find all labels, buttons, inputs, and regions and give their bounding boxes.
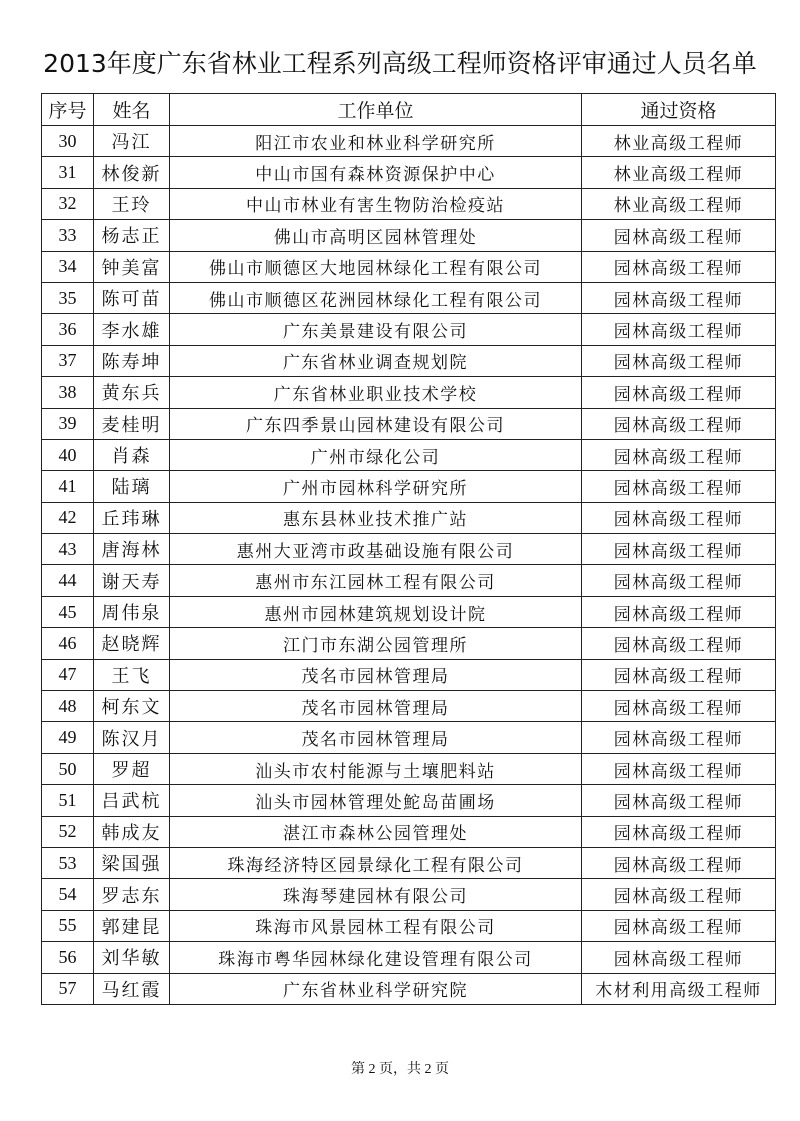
cell-serial-number: 37 — [42, 345, 94, 376]
cell-name: 黄东兵 — [94, 377, 170, 408]
cell-serial-number: 57 — [42, 973, 94, 1004]
cell-work-unit: 江门市东湖公园管理所 — [170, 628, 582, 659]
cell-serial-number: 38 — [42, 377, 94, 408]
cell-serial-number: 39 — [42, 408, 94, 439]
cell-serial-number: 47 — [42, 659, 94, 690]
cell-serial-number: 32 — [42, 188, 94, 219]
cell-qualification: 园林高级工程师 — [582, 345, 776, 376]
cell-serial-number: 30 — [42, 126, 94, 157]
cell-qualification: 园林高级工程师 — [582, 691, 776, 722]
header-qualification: 通过资格 — [582, 94, 776, 126]
table-row — [42, 879, 776, 910]
table-row — [42, 973, 776, 1004]
cell-qualification: 园林高级工程师 — [582, 847, 776, 878]
table-row — [42, 910, 776, 941]
cell-serial-number: 40 — [42, 439, 94, 470]
cell-name: 韩成友 — [94, 816, 170, 847]
table-row — [42, 596, 776, 627]
cell-serial-number: 53 — [42, 847, 94, 878]
cell-qualification: 园林高级工程师 — [582, 282, 776, 313]
table-body — [42, 126, 776, 1005]
cell-name: 陈寿坤 — [94, 345, 170, 376]
table-row — [42, 126, 776, 157]
cell-name: 王玲 — [94, 188, 170, 219]
cell-serial-number: 50 — [42, 753, 94, 784]
cell-work-unit: 惠州大亚湾市政基础设施有限公司 — [170, 534, 582, 565]
cell-qualification: 园林高级工程师 — [582, 942, 776, 973]
cell-qualification: 园林高级工程师 — [582, 753, 776, 784]
header-name: 姓名 — [94, 94, 170, 126]
table-row — [42, 345, 776, 376]
cell-serial-number: 48 — [42, 691, 94, 722]
cell-qualification: 园林高级工程师 — [582, 439, 776, 470]
cell-name: 肖森 — [94, 439, 170, 470]
cell-work-unit: 惠州市东江园林工程有限公司 — [170, 565, 582, 596]
table-row — [42, 408, 776, 439]
page-footer: 第 2 页，共 2 页 — [351, 1062, 449, 1077]
table-row — [42, 628, 776, 659]
cell-work-unit: 广东省林业科学研究院 — [170, 973, 582, 1004]
cell-work-unit: 惠州市园林建筑规划设计院 — [170, 596, 582, 627]
table-row — [42, 251, 776, 282]
cell-qualification: 园林高级工程师 — [582, 659, 776, 690]
cell-qualification: 园林高级工程师 — [582, 377, 776, 408]
cell-work-unit: 中山市国有森林资源保护中心 — [170, 157, 582, 188]
cell-qualification: 园林高级工程师 — [582, 785, 776, 816]
cell-work-unit: 阳江市农业和林业科学研究所 — [170, 126, 582, 157]
cell-qualification: 园林高级工程师 — [582, 722, 776, 753]
cell-name: 陈汉月 — [94, 722, 170, 753]
cell-qualification: 林业高级工程师 — [582, 126, 776, 157]
cell-serial-number: 43 — [42, 534, 94, 565]
cell-serial-number: 41 — [42, 471, 94, 502]
cell-work-unit: 茂名市园林管理局 — [170, 691, 582, 722]
cell-work-unit: 广东四季景山园林建设有限公司 — [170, 408, 582, 439]
cell-work-unit: 佛山市顺德区大地园林绿化工程有限公司 — [170, 251, 582, 282]
cell-name: 麦桂明 — [94, 408, 170, 439]
table-row — [42, 816, 776, 847]
cell-work-unit: 广东省林业调查规划院 — [170, 345, 582, 376]
cell-name: 吕武杭 — [94, 785, 170, 816]
cell-serial-number: 31 — [42, 157, 94, 188]
cell-qualification: 园林高级工程师 — [582, 314, 776, 345]
cell-name: 刘华敏 — [94, 942, 170, 973]
cell-qualification: 园林高级工程师 — [582, 879, 776, 910]
cell-serial-number: 42 — [42, 502, 94, 533]
cell-work-unit: 茂名市园林管理局 — [170, 722, 582, 753]
cell-name: 马红霞 — [94, 973, 170, 1004]
cell-serial-number: 33 — [42, 220, 94, 251]
cell-name: 陆璃 — [94, 471, 170, 502]
table-row — [42, 220, 776, 251]
cell-name: 王飞 — [94, 659, 170, 690]
cell-qualification: 园林高级工程师 — [582, 628, 776, 659]
cell-work-unit: 佛山市顺德区花洲园林绿化工程有限公司 — [170, 282, 582, 313]
table-row — [42, 565, 776, 596]
cell-work-unit: 广州市园林科学研究所 — [170, 471, 582, 502]
table-row — [42, 314, 776, 345]
cell-name: 周伟泉 — [94, 596, 170, 627]
cell-work-unit: 惠东县林业技术推广站 — [170, 502, 582, 533]
cell-qualification: 林业高级工程师 — [582, 188, 776, 219]
cell-qualification: 木材利用高级工程师 — [582, 973, 776, 1004]
cell-serial-number: 36 — [42, 314, 94, 345]
cell-qualification: 园林高级工程师 — [582, 408, 776, 439]
cell-name: 李水雄 — [94, 314, 170, 345]
cell-qualification: 园林高级工程师 — [582, 502, 776, 533]
table-header-row — [42, 94, 776, 126]
cell-qualification: 园林高级工程师 — [582, 565, 776, 596]
cell-name: 谢天寿 — [94, 565, 170, 596]
cell-work-unit: 中山市林业有害生物防治检疫站 — [170, 188, 582, 219]
table-row — [42, 942, 776, 973]
table-row — [42, 377, 776, 408]
table-row — [42, 534, 776, 565]
page-title: 2013年度广东省林业工程系列高级工程师资格评审通过人员名单 — [43, 49, 757, 78]
cell-name: 杨志正 — [94, 220, 170, 251]
table-row — [42, 188, 776, 219]
cell-name: 冯江 — [94, 126, 170, 157]
table-row — [42, 157, 776, 188]
cell-serial-number: 45 — [42, 596, 94, 627]
cell-name: 柯东文 — [94, 691, 170, 722]
cell-work-unit: 广东美景建设有限公司 — [170, 314, 582, 345]
table-row — [42, 659, 776, 690]
cell-name: 赵晓辉 — [94, 628, 170, 659]
cell-serial-number: 34 — [42, 251, 94, 282]
cell-work-unit: 珠海市风景园林工程有限公司 — [170, 910, 582, 941]
cell-qualification: 园林高级工程师 — [582, 251, 776, 282]
table-row — [42, 753, 776, 784]
cell-work-unit: 佛山市高明区园林管理处 — [170, 220, 582, 251]
cell-name: 唐海林 — [94, 534, 170, 565]
table-row — [42, 722, 776, 753]
roster-table — [41, 93, 776, 1005]
cell-qualification: 林业高级工程师 — [582, 157, 776, 188]
cell-name: 林俊新 — [94, 157, 170, 188]
cell-work-unit: 珠海市粤华园林绿化建设管理有限公司 — [170, 942, 582, 973]
cell-serial-number: 56 — [42, 942, 94, 973]
cell-work-unit: 汕头市园林管理处鮀岛苗圃场 — [170, 785, 582, 816]
cell-work-unit: 珠海经济特区园景绿化工程有限公司 — [170, 847, 582, 878]
cell-serial-number: 49 — [42, 722, 94, 753]
table-row — [42, 502, 776, 533]
cell-serial-number: 51 — [42, 785, 94, 816]
cell-work-unit: 湛江市森林公园管理处 — [170, 816, 582, 847]
cell-serial-number: 44 — [42, 565, 94, 596]
table-row — [42, 471, 776, 502]
table-row — [42, 691, 776, 722]
cell-serial-number: 54 — [42, 879, 94, 910]
cell-work-unit: 茂名市园林管理局 — [170, 659, 582, 690]
table-row — [42, 439, 776, 470]
table-row — [42, 785, 776, 816]
cell-name: 丘玮琳 — [94, 502, 170, 533]
cell-name: 郭建昆 — [94, 910, 170, 941]
cell-serial-number: 35 — [42, 282, 94, 313]
cell-serial-number: 55 — [42, 910, 94, 941]
cell-name: 陈可苗 — [94, 282, 170, 313]
header-work-unit: 工作单位 — [170, 94, 582, 126]
cell-work-unit: 广东省林业职业技术学校 — [170, 377, 582, 408]
cell-serial-number: 52 — [42, 816, 94, 847]
cell-qualification: 园林高级工程师 — [582, 534, 776, 565]
table-row — [42, 847, 776, 878]
cell-qualification: 园林高级工程师 — [582, 910, 776, 941]
cell-work-unit: 汕头市农村能源与土壤肥料站 — [170, 753, 582, 784]
cell-name: 罗志东 — [94, 879, 170, 910]
cell-qualification: 园林高级工程师 — [582, 596, 776, 627]
cell-qualification: 园林高级工程师 — [582, 816, 776, 847]
cell-serial-number: 46 — [42, 628, 94, 659]
cell-work-unit: 珠海琴建园林有限公司 — [170, 879, 582, 910]
cell-name: 梁国强 — [94, 847, 170, 878]
cell-name: 钟美富 — [94, 251, 170, 282]
cell-qualification: 园林高级工程师 — [582, 471, 776, 502]
cell-work-unit: 广州市绿化公司 — [170, 439, 582, 470]
cell-qualification: 园林高级工程师 — [582, 220, 776, 251]
table-row — [42, 282, 776, 313]
cell-name: 罗超 — [94, 753, 170, 784]
header-serial-number: 序号 — [42, 94, 94, 126]
